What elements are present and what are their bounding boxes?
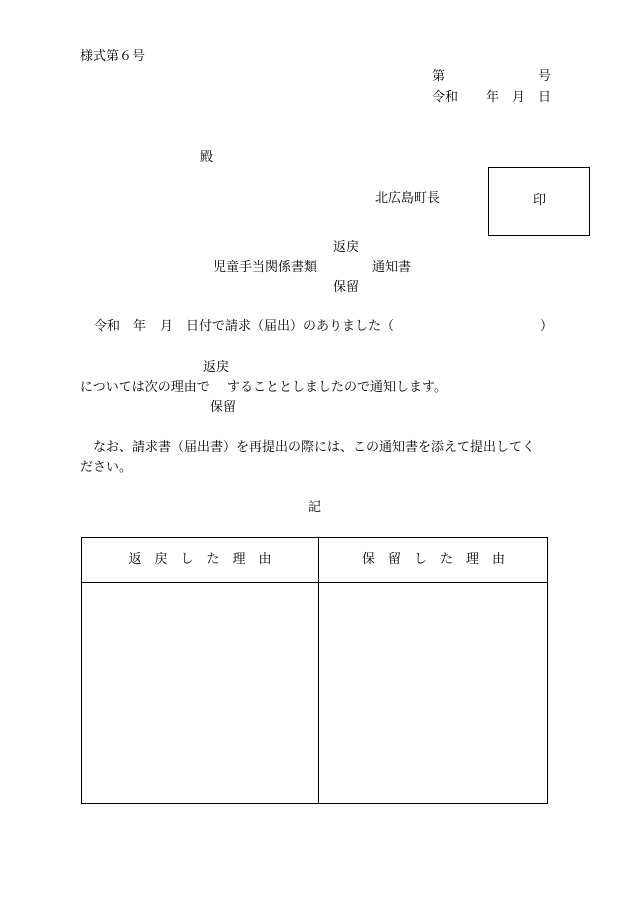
form-number: 様式第６号 — [80, 49, 146, 64]
seal-mark: 印 — [533, 193, 547, 208]
body-request-text: 日付で請求（届出）のありました（ — [186, 319, 395, 334]
title-option-hold: 保留 — [333, 280, 360, 295]
reason-table — [81, 537, 548, 804]
date-month-unit: 月 — [512, 90, 526, 105]
hold-reason-cell[interactable] — [319, 583, 547, 803]
date-year-unit: 年 — [486, 90, 500, 105]
addressee-suffix: 殿 — [200, 150, 214, 165]
note-line-1: なお、請求書（届出書）を再提出の際には、この通知書を添えて提出してく — [93, 440, 536, 455]
return-reason-header: 返戻した理由 — [128, 552, 285, 567]
ki-heading: 記 — [308, 500, 322, 515]
body-close-paren: ） — [540, 319, 554, 334]
seal-box — [488, 167, 590, 236]
body-option-return: 返戻 — [203, 360, 230, 375]
body-reason-text-right: することとしましたので通知します。 — [227, 380, 447, 395]
hold-reason-header: 保留した理由 — [361, 552, 518, 567]
note-line-2: ださい。 — [80, 460, 133, 475]
body-reason-text-left: については次の理由で — [80, 380, 210, 395]
document-number-suffix: 号 — [538, 69, 552, 84]
title-suffix: 通知書 — [372, 260, 412, 275]
title-option-return: 返戻 — [333, 240, 360, 255]
return-reason-cell[interactable] — [82, 583, 318, 803]
document-number-prefix: 第 — [432, 69, 446, 84]
issuer-title: 北広島町長 — [375, 191, 441, 206]
body-month-unit: 月 — [160, 319, 174, 334]
body-era: 令和 — [94, 319, 121, 334]
date-day-unit: 日 — [538, 90, 552, 105]
body-year-unit: 年 — [133, 319, 147, 334]
body-option-hold: 保留 — [210, 400, 237, 415]
title-main: 児童手当関係書類 — [213, 260, 318, 275]
date-era: 令和 — [432, 90, 459, 105]
